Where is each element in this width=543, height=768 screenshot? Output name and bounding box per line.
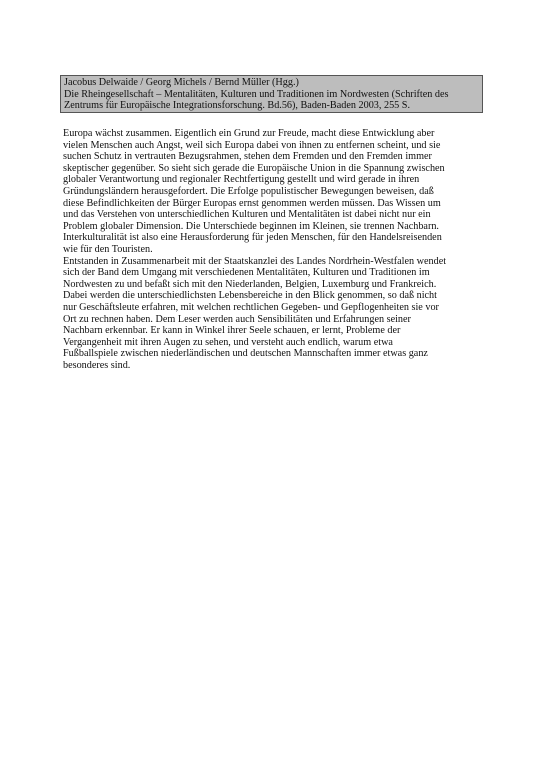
text-line: nur Geschäftsleute erfahren, mit welchen rechtlichen Gegeben- und Gepflogenheiten sie vor bbox=[63, 301, 439, 313]
header-title-line-2: Zentrums für Europäische Integrationsforschung. Bd.56), Baden-Baden 2003, 255 S. bbox=[64, 100, 411, 112]
text-line: skeptischer gegenüber. So sieht sich gerade die Europäische Union in die Spannung zwischen bbox=[63, 162, 445, 174]
bibliographic-header bbox=[60, 75, 483, 113]
text-line: Vergangenheit mit ihren Augen zu sehen, und versteht auch endlich, warum etwa bbox=[63, 336, 393, 348]
text-line: besonderes sind. bbox=[63, 359, 131, 371]
text-line: Ort zu rechnen haben. Dem Leser werden auch Sensibilitäten und Erfahrungen seiner bbox=[63, 313, 411, 325]
text-line: Problem globaler Dimension. Die Unterschiede beginnen im Kleinen, sie trennen Nachbarn. bbox=[63, 220, 439, 232]
text-line: diese Befindlichkeiten der Bürger Europas ernst genommen werden müssen. Das Wissen um bbox=[63, 197, 441, 209]
text-line: suchen Schutz in vertrauten Bezugsrahmen, stehen dem Fremden und den Fremden immer bbox=[63, 151, 432, 163]
text-line: Entstanden in Zusammenarbeit mit der Staatskanzlei des Landes Nordrhein-Westfalen wendet bbox=[63, 255, 447, 267]
text-line: Europa wächst zusammen. Eigentlich ein Grund zur Freude, macht diese Entwicklung aber bbox=[63, 128, 435, 139]
review-text bbox=[63, 128, 481, 371]
text-line: wie für den Touristen. bbox=[63, 243, 153, 255]
text-line: und das Verstehen von unterschiedlichen Kulturen und Mentalitäten ist dabei nicht nur ein bbox=[63, 209, 431, 221]
text-line: Nordwesten zu und befaßt sich mit den Niederlanden, Belgien, Luxemburg und Frankreich. bbox=[63, 278, 437, 290]
text-line: Fußballspiele zwischen niederländischen und deutschen Mannschaften immer etwas ganz bbox=[63, 348, 428, 360]
header-title-line-1: Die Rheingesellschaft – Mentalitäten, Kulturen und Traditionen im Nordwesten (Schriften des bbox=[64, 88, 449, 100]
text-line: Dabei werden die unterschiedlichsten Lebensbereiche in den Blick genommen, so daß nicht bbox=[63, 290, 437, 302]
text-line: vielen Menschen auch Angst, weil sich Europa dabei von ihnen zu entfernen scheint, und sie bbox=[63, 139, 441, 151]
text-line: Nachbarn erkennbar. Er kann in Winkel ihrer Seele schauen, er lernt, Probleme der bbox=[63, 325, 401, 337]
text-line: Gründungsländern herausgefordert. Die Erfolge populistischer Bewegungen beweisen, daß bbox=[63, 185, 434, 197]
header-authors: Jacobus Delwaide / Georg Michels / Bernd Müller (Hgg.) bbox=[64, 77, 299, 88]
text-line: globaler Verantwortung und regionaler Rechtfertigung gestellt und wird gerade in ihren bbox=[63, 174, 420, 186]
text-line: sich der Band dem Umgang mit verschiedenen Mentalitäten, Kulturen und Traditionen im bbox=[63, 267, 430, 279]
text-line: Interkulturalität ist also eine Herausforderung für jeden Menschen, für den Handelsreisenden bbox=[63, 232, 442, 244]
